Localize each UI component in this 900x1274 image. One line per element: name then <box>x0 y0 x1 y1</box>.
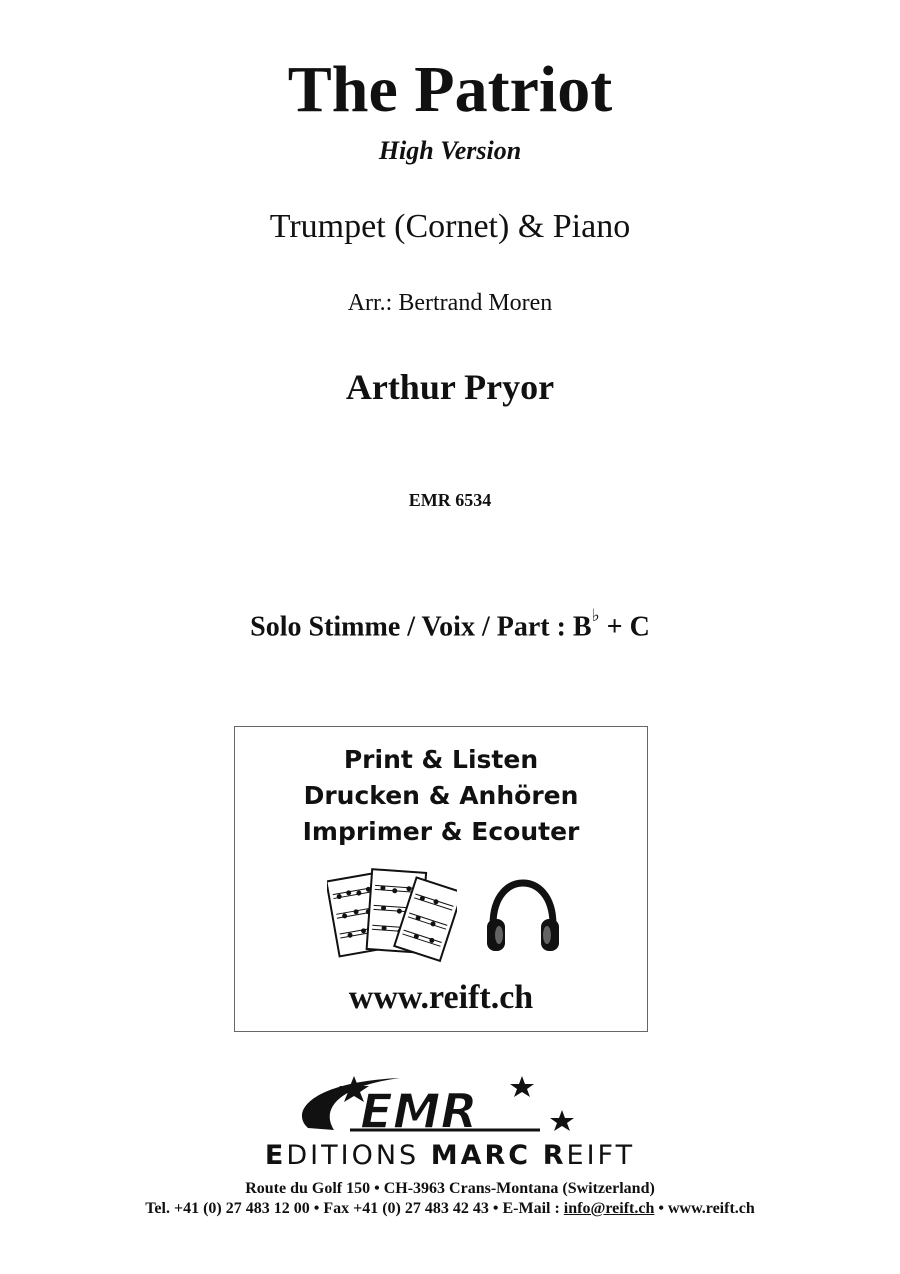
print-listen-box[interactable] <box>234 726 648 1032</box>
catalog-number: EMR 6534 <box>408 490 492 510</box>
publisher-name-part-2-rest <box>531 1140 543 1171</box>
headphones-icon <box>485 877 561 957</box>
part-prefix: Solo Stimme / Voix / Part : B <box>250 611 592 643</box>
part-suffix: + C <box>599 611 650 643</box>
promo-line-german: Drucken & Anhören <box>303 781 579 810</box>
promo-line-english: Print & Listen <box>343 745 539 774</box>
publisher-contact <box>0 1200 900 1218</box>
promo-website-link[interactable]: www.reift.ch <box>348 979 534 1016</box>
publisher-name-part-3-rest: EIFT <box>566 1140 636 1171</box>
emr-logo-text: EMR <box>360 1084 478 1138</box>
version-subtitle: High Version <box>378 136 522 165</box>
publisher-name <box>0 1140 900 1171</box>
contact-prefix: Tel. +41 (0) 27 483 12 00 • Fax +41 (0) 27 483 42 43 • E-Mail : <box>145 1200 564 1217</box>
instrumentation: Trumpet (Cornet) & Piano <box>269 208 631 245</box>
publisher-name-part-3-initial: R <box>542 1140 567 1171</box>
promo-line-french: Imprimer & Ecouter <box>302 817 580 846</box>
composer-name: Arthur Pryor <box>345 367 555 407</box>
contact-suffix: • www.reift.ch <box>654 1200 755 1217</box>
part-designation <box>0 606 900 643</box>
arranger-credit: Arr.: Bertrand Moren <box>347 290 553 316</box>
publisher-name-part-1-initial: E <box>264 1140 287 1171</box>
email-link[interactable]: info@reift.ch <box>563 1200 655 1217</box>
publisher-name-part-1-rest: DITIONS <box>286 1140 431 1171</box>
publisher-address: Route du Golf 150 • CH-3963 Crans-Montana (Switzerland) <box>245 1180 655 1197</box>
emr-logo <box>290 1072 590 1138</box>
publisher-name-part-2-initial: MARC <box>430 1140 532 1171</box>
sheet-music-icon <box>327 861 457 971</box>
flat-sign: ♭ <box>591 606 600 625</box>
page-title: The Patriot <box>287 53 613 126</box>
